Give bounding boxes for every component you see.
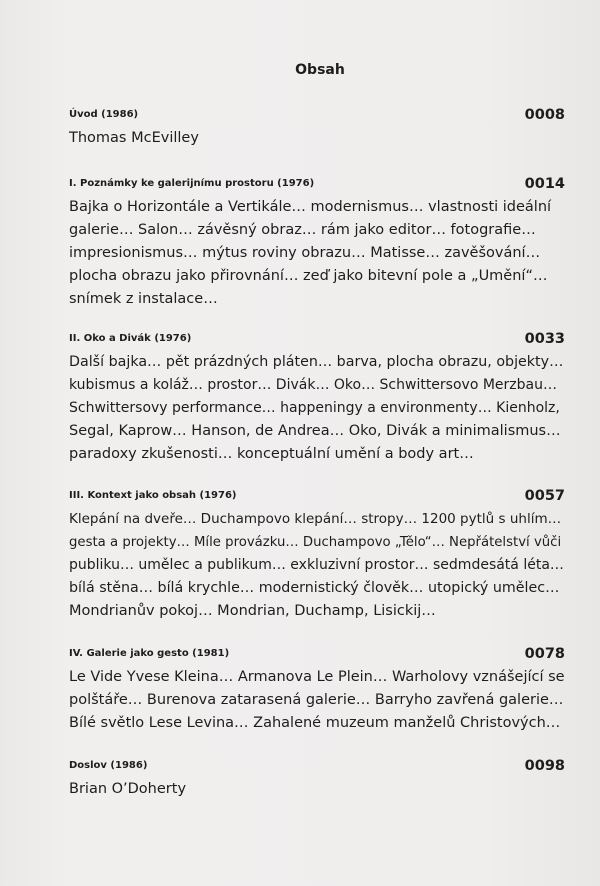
toc-description xyxy=(69,666,565,735)
toc-heading-row xyxy=(69,754,565,778)
toc-description xyxy=(69,508,565,623)
toc-heading: Doslov (1986) xyxy=(69,760,148,771)
toc-line: Le Vide Yvese Kleina… Armanova Le Plein… Warholovy vznášející se xyxy=(69,669,565,685)
toc-section-3 xyxy=(69,484,565,623)
toc-heading: I. Poznámky ke galerijnímu prostoru (1976) xyxy=(69,178,315,189)
toc-heading-row xyxy=(69,484,565,508)
toc-heading-row xyxy=(69,172,565,196)
toc-description xyxy=(69,778,565,801)
toc-line: Další bajka… pět prázdných pláten… barva, plocha obrazu, objekty… xyxy=(69,354,564,370)
toc-description xyxy=(69,127,565,150)
toc-heading-row xyxy=(69,642,565,666)
toc-line: plocha obrazu jako přirovnání… zeď jako bitevní pole a „Umění“… xyxy=(69,268,548,284)
toc-line: snímek z instalace… xyxy=(69,291,218,307)
toc-section-4 xyxy=(69,642,565,735)
toc-page-number: 0033 xyxy=(524,331,565,347)
toc-page-number: 0008 xyxy=(524,107,565,123)
toc-line: bílá stěna… bílá krychle… modernistický člověk… utopický umělec… xyxy=(69,580,560,596)
toc-page-number: 0098 xyxy=(524,758,565,774)
toc-line: Klepání na dveře… Duchampovo klepání… stropy… 1200 pytlů s uhlím… xyxy=(69,511,562,527)
toc-heading-row xyxy=(69,103,565,127)
toc-line: polštáře… Burenova zatarasená galerie… Barryho zavřená galerie… xyxy=(69,692,564,708)
toc-description xyxy=(69,196,565,311)
toc-line: Bílé světlo Lese Levina… Zahalené muzeum manželů Christových… xyxy=(69,715,561,731)
page-title: Obsah xyxy=(295,62,345,78)
toc-line: Segal, Kaprow… Hanson, de Andrea… Oko, Divák a minimalismus… xyxy=(69,423,561,439)
toc-heading: III. Kontext jako obsah (1976) xyxy=(69,490,237,501)
toc-line: Thomas McEvilley xyxy=(69,130,199,146)
toc-line: publiku… umělec a publikum… exkluzivní prostor… sedmdesátá léta… xyxy=(69,557,564,573)
toc-line: Schwittersovy performance… happeningy a environmenty… Kienholz, xyxy=(69,400,560,416)
toc-line: galerie… Salon… závěsný obraz… rám jako editor… fotografie… xyxy=(69,222,536,238)
toc-line: Bajka o Horizontále a Vertikále… modernismus… vlastnosti ideální xyxy=(69,199,552,215)
toc-description xyxy=(69,351,565,466)
toc-line: impresionismus… mýtus roviny obrazu… Matisse… zavěšování… xyxy=(69,245,541,261)
toc-section-afterword xyxy=(69,754,565,801)
toc-page-number: 0057 xyxy=(524,488,565,504)
toc-line: gesta a projekty… Míle provázku… Duchampovo „Tělo“… Nepřátelství vůči xyxy=(69,535,562,550)
toc-line: kubismus a koláž… prostor… Divák… Oko… Schwittersovo Merzbau… xyxy=(69,377,557,393)
toc-section-intro xyxy=(69,103,565,150)
toc-line: paradoxy zkušenosti… konceptuální umění a body art… xyxy=(69,446,474,462)
toc-heading: II. Oko a Divák (1976) xyxy=(69,333,192,344)
toc-heading: IV. Galerie jako gesto (1981) xyxy=(69,648,230,659)
toc-section-1 xyxy=(69,172,565,311)
toc-line: Brian O’Doherty xyxy=(69,781,187,797)
toc-page-number: 0014 xyxy=(524,176,565,192)
toc-section-2 xyxy=(69,327,565,466)
toc-heading-row xyxy=(69,327,565,351)
toc-line: Mondrianův pokoj… Mondrian, Duchamp, Lisickij… xyxy=(69,603,436,619)
toc-heading: Úvod (1986) xyxy=(69,109,139,120)
toc-page-number: 0078 xyxy=(524,646,565,662)
